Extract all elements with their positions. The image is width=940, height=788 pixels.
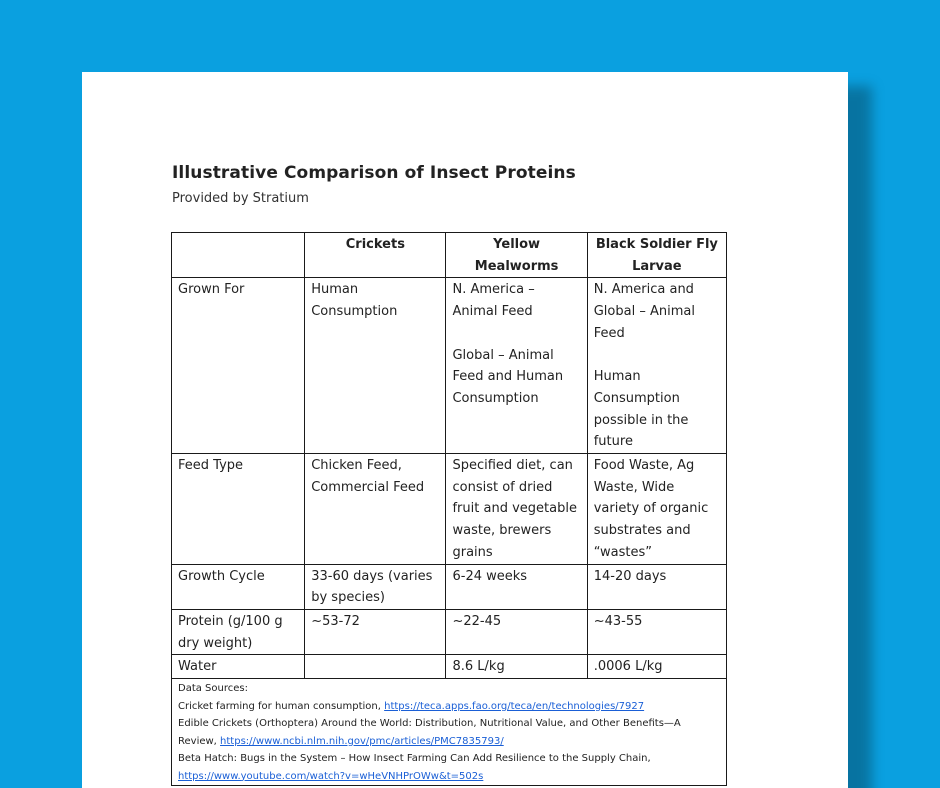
cell-crickets: Human Consumption — [305, 278, 446, 454]
table-header-row — [172, 233, 727, 278]
cell-bsfl — [587, 278, 726, 454]
cell-mealworms: 6-24 weeks — [446, 564, 587, 609]
header-empty-cell — [172, 233, 305, 278]
table-row-water — [172, 655, 727, 679]
header-crickets: Crickets — [305, 233, 446, 278]
document-page — [82, 72, 848, 788]
cell-paragraph: Human Consumption possible in the future — [593, 369, 689, 450]
row-label: Grown For — [172, 278, 305, 454]
cell-paragraph: N. America and Global – Animal Feed — [593, 282, 695, 341]
cell-paragraph: N. America – Animal Feed — [452, 282, 535, 320]
row-label: Feed Type — [172, 454, 305, 565]
cell-bsfl: 14-20 days — [587, 564, 726, 609]
table-row-protein — [172, 609, 727, 654]
table-row-sources — [172, 679, 727, 786]
comparison-table — [171, 232, 727, 786]
source-text: Beta Hatch: Bugs in the System – How Insect Farming Can Add Resilience to the Supply Chain, — [178, 753, 651, 765]
cell-mealworms: ~22-45 — [446, 609, 587, 654]
source-link[interactable]: https://www.youtube.com/watch?v=wHeVNHPrOWw&t=502s — [178, 770, 484, 782]
paragraph-gap — [594, 345, 720, 367]
source-item — [178, 750, 720, 785]
cell-paragraph: Global – Animal Feed and Human Consumption — [452, 347, 564, 406]
source-item — [178, 715, 720, 750]
source-link[interactable]: https://teca.apps.fao.org/teca/en/technologies/7927 — [384, 700, 645, 712]
data-sources-cell — [172, 679, 727, 786]
header-yellow-mealworms: Yellow Mealworms — [446, 233, 587, 278]
cell-mealworms: Specified diet, can consist of dried fruit and vegetable waste, brewers grains — [446, 454, 587, 565]
row-label: Growth Cycle — [172, 564, 305, 609]
document-title: Illustrative Comparison of Insect Proteins — [172, 163, 576, 183]
cell-bsfl: ~43-55 — [587, 609, 726, 654]
sources-heading: Data Sources: — [178, 683, 248, 695]
source-text: Cricket farming for human consumption, — [178, 700, 385, 712]
cell-crickets: 33-60 days (varies by species) — [305, 564, 446, 609]
cell-crickets — [305, 655, 446, 679]
paragraph-gap — [452, 323, 580, 345]
source-text: Edible Crickets (Orthoptera) Around the World: Distribution, Nutritional Value, and Other Benefits—A Review, — [178, 718, 681, 747]
source-link[interactable]: https://www.ncbi.nlm.nih.gov/pmc/articles/PMC7835793/ — [220, 735, 504, 747]
cell-mealworms: 8.6 L/kg — [446, 655, 587, 679]
cell-bsfl: Food Waste, Ag Waste, Wide variety of organic substrates and “wastes” — [587, 454, 726, 565]
document-subtitle: Provided by Stratium — [172, 191, 309, 206]
row-label: Protein (g/100 g dry weight) — [172, 609, 305, 654]
table-row-growth-cycle — [172, 564, 727, 609]
table-row-feed-type — [172, 454, 727, 565]
table-row-grown-for — [172, 278, 727, 454]
cell-mealworms — [446, 278, 587, 454]
header-black-soldier-fly-larvae: Black Soldier Fly Larvae — [587, 233, 726, 278]
cell-crickets: Chicken Feed, Commercial Feed — [305, 454, 446, 565]
row-label: Water — [172, 655, 305, 679]
source-item — [178, 698, 720, 716]
cell-bsfl: .0006 L/kg — [587, 655, 726, 679]
cell-crickets: ~53-72 — [305, 609, 446, 654]
